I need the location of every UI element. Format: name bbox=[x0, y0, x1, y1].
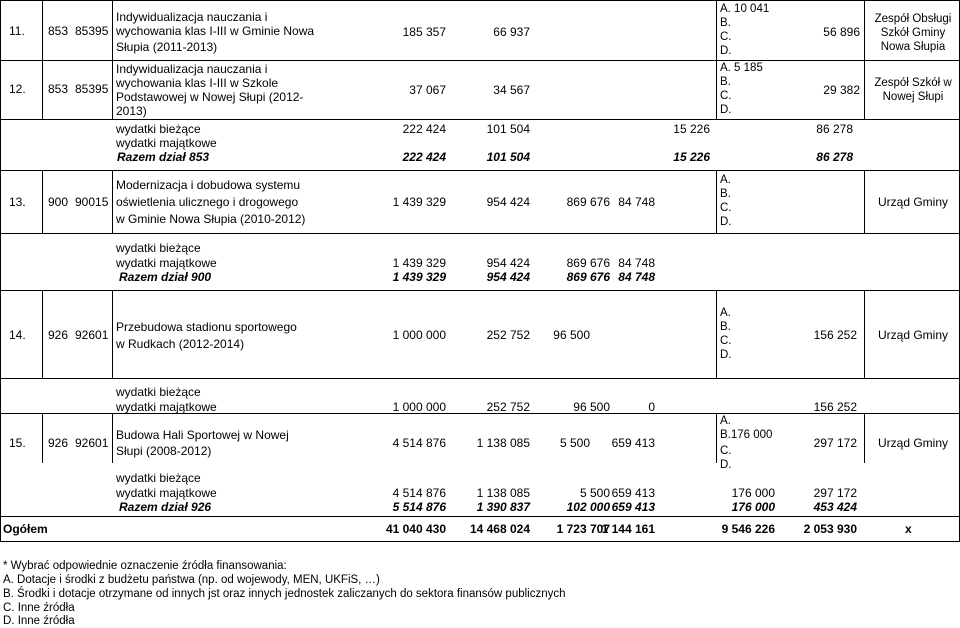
funding-source: A. 5 185 bbox=[720, 62, 763, 74]
funding-source: D. bbox=[720, 349, 732, 361]
cell-value: 659 413 bbox=[611, 500, 655, 514]
funding-source: D. bbox=[720, 45, 732, 57]
cell-value: 659 413 bbox=[611, 436, 655, 450]
funding-source: A. 10 041 bbox=[720, 3, 770, 15]
grand-total-label: Ogółem bbox=[3, 522, 48, 536]
cell-value: 4 514 876 bbox=[392, 436, 446, 450]
footnote-title: * Wybrać odpowiednie oznaczenie źródła finansowania: bbox=[3, 560, 287, 572]
funding-source: C. bbox=[720, 202, 732, 214]
column-divider bbox=[112, 413, 113, 463]
chapter-code: 92601 bbox=[75, 328, 109, 342]
column-divider bbox=[864, 0, 865, 119]
unit-line: Nowa Słupia bbox=[880, 41, 946, 53]
task-name-line: Indywidualizacja nauczania i bbox=[116, 62, 268, 76]
task-name-line: Modernizacja i dobudowa systemu bbox=[116, 178, 301, 192]
capital-expenses-label: wydatki majątkowe bbox=[116, 486, 217, 500]
cell-value: 9 546 226 bbox=[721, 522, 775, 536]
cell-value: 185 357 bbox=[402, 25, 446, 39]
responsible-unit: Urząd Gminy bbox=[877, 328, 948, 342]
cell-value: 56 896 bbox=[823, 25, 860, 39]
section-code: 900 bbox=[48, 195, 69, 209]
funding-source: B. bbox=[720, 17, 731, 29]
cell-value: 5 514 876 bbox=[392, 500, 446, 514]
task-name-line: Podstawowej w Nowej Słupi (2012- bbox=[116, 90, 304, 104]
cell-value: 869 676 bbox=[566, 195, 610, 209]
section-code: 926 bbox=[48, 328, 69, 342]
cell-value: 14 468 024 bbox=[469, 522, 530, 536]
cell-value: 1 144 161 bbox=[601, 522, 655, 536]
footnote-item: D. Inne źródła bbox=[3, 615, 75, 627]
task-name-line: w Gminie Nowa Słupia (2010-2012) bbox=[116, 212, 306, 226]
cell-value: 252 752 bbox=[486, 400, 530, 414]
capital-expenses-label: wydatki majątkowe bbox=[116, 256, 217, 270]
column-divider bbox=[716, 290, 717, 378]
cell-value: 86 278 bbox=[816, 122, 853, 136]
cell-value: 222 424 bbox=[402, 122, 446, 136]
chapter-code: 90015 bbox=[75, 195, 109, 209]
column-divider bbox=[112, 290, 113, 378]
footnote-item: A. Dotacje i środki z budżetu państwa (np. od wojewody, MEN, UKFiS, …) bbox=[3, 574, 380, 586]
cell-value: 1 390 837 bbox=[476, 500, 530, 514]
cell-value: 1 439 329 bbox=[392, 270, 446, 284]
row-number: 11. bbox=[9, 24, 25, 38]
cell-value: 84 748 bbox=[618, 195, 655, 209]
cell-value: 86 278 bbox=[816, 150, 853, 164]
row-number: 14. bbox=[9, 328, 26, 342]
row-divider bbox=[0, 541, 960, 542]
row-divider bbox=[0, 516, 960, 517]
cell-value: 156 252 bbox=[813, 328, 857, 342]
section-total-label: Razem dział 926 bbox=[119, 500, 212, 514]
cell-value: 84 748 bbox=[618, 270, 655, 284]
chapter-code: 85395 bbox=[75, 82, 109, 96]
cell-value: 1 138 085 bbox=[476, 436, 530, 450]
cell-value: 37 067 bbox=[409, 83, 446, 97]
column-divider bbox=[716, 170, 717, 233]
unit-line: Nowej Słupi bbox=[882, 91, 944, 103]
total-mark: x bbox=[905, 522, 912, 536]
funding-source: D. bbox=[720, 459, 732, 471]
cell-value: 15 226 bbox=[673, 150, 710, 164]
cell-value: 84 748 bbox=[618, 256, 655, 270]
cell-value: 156 252 bbox=[813, 400, 857, 414]
task-name-line: Przebudowa stadionu sportowego bbox=[116, 320, 297, 334]
column-divider bbox=[42, 290, 43, 378]
funding-source: B. bbox=[720, 321, 731, 333]
task-name-line: wychowania klas I-III w Gminie Nowa bbox=[116, 24, 315, 38]
funding-source: B. bbox=[720, 188, 731, 200]
column-divider bbox=[0, 0, 1, 541]
column-divider bbox=[42, 170, 43, 233]
row-divider bbox=[0, 119, 960, 120]
task-name-line: Słupia (2011-2013) bbox=[116, 40, 218, 54]
task-name-line: oświetlenia ulicznego i drogowego bbox=[116, 195, 299, 209]
cell-value: 0 bbox=[648, 400, 655, 414]
cell-value: 5 500 bbox=[579, 486, 610, 500]
row-divider bbox=[0, 290, 960, 291]
responsible-unit: Urząd Gminy bbox=[877, 195, 948, 209]
cell-value: 66 937 bbox=[493, 25, 530, 39]
funding-source: C. bbox=[720, 445, 732, 457]
task-name-line: Indywidualizacja nauczania i bbox=[116, 10, 268, 24]
cell-value: 297 172 bbox=[813, 486, 857, 500]
cell-value: 34 567 bbox=[493, 83, 530, 97]
funding-source: A. bbox=[720, 415, 731, 427]
funding-source: B.176 000 bbox=[720, 429, 773, 441]
row-number: 12. bbox=[9, 82, 26, 96]
column-divider bbox=[42, 413, 43, 463]
unit-line: Zespół Szkół w bbox=[874, 77, 952, 89]
row-number: 13. bbox=[9, 195, 26, 209]
capital-expenses-label: wydatki majątkowe bbox=[116, 136, 217, 150]
funding-source: D. bbox=[720, 216, 732, 228]
section-code: 926 bbox=[48, 436, 69, 450]
cell-value: 1 723 707 bbox=[556, 522, 610, 536]
column-divider bbox=[112, 170, 113, 233]
cell-value: 5 500 bbox=[559, 436, 590, 450]
funding-source: A. bbox=[720, 174, 731, 186]
cell-value: 101 504 bbox=[486, 122, 530, 136]
funding-source: C. bbox=[720, 31, 732, 43]
unit-line: Szkół Gminy bbox=[880, 27, 946, 39]
cell-value: 15 226 bbox=[673, 122, 710, 136]
row-divider bbox=[0, 233, 960, 234]
capital-expenses-label: wydatki majątkowe bbox=[116, 400, 217, 414]
footnote-item: C. Inne źródła bbox=[3, 602, 75, 614]
unit-line: Zespół Obsługi bbox=[874, 13, 952, 25]
cell-value: 176 000 bbox=[731, 500, 775, 514]
chapter-code: 92601 bbox=[75, 436, 109, 450]
cell-value: 96 500 bbox=[573, 400, 610, 414]
cell-value: 1 000 000 bbox=[392, 400, 446, 414]
cell-value: 954 424 bbox=[486, 256, 530, 270]
cell-value: 869 676 bbox=[566, 256, 610, 270]
funding-source: D. bbox=[720, 104, 732, 116]
cell-value: 41 040 430 bbox=[385, 522, 446, 536]
cell-value: 1 439 329 bbox=[392, 256, 446, 270]
cell-value: 252 752 bbox=[486, 328, 530, 342]
section-total-label: Razem dział 853 bbox=[117, 150, 210, 164]
cell-value: 954 424 bbox=[486, 195, 530, 209]
cell-value: 102 000 bbox=[566, 500, 610, 514]
footnote-item: B. Środki i dotacje otrzymane od innych jst oraz innych jednostek zaliczanych do sektora finansów publicznych bbox=[3, 588, 566, 600]
row-number: 15. bbox=[9, 436, 26, 450]
current-expenses-label: wydatki bieżące bbox=[116, 241, 201, 255]
cell-value: 4 514 876 bbox=[392, 486, 446, 500]
cell-value: 29 382 bbox=[823, 83, 860, 97]
cell-value: 2 053 930 bbox=[803, 522, 857, 536]
column-divider bbox=[112, 0, 113, 119]
cell-value: 101 504 bbox=[486, 150, 530, 164]
cell-value: 1 138 085 bbox=[476, 486, 530, 500]
row-divider bbox=[0, 378, 960, 379]
cell-value: 869 676 bbox=[566, 270, 610, 284]
section-code: 853 bbox=[48, 82, 69, 96]
task-name-line: 2013) bbox=[116, 104, 147, 118]
task-name-line: Budowa Hali Sportowej w Nowej bbox=[116, 428, 289, 442]
current-expenses-label: wydatki bieżące bbox=[116, 471, 201, 485]
task-name-line: w Rudkach (2012-2014) bbox=[116, 337, 245, 351]
chapter-code: 85395 bbox=[75, 24, 109, 38]
cell-value: 453 424 bbox=[813, 500, 857, 514]
funding-source: C. bbox=[720, 90, 732, 102]
section-total-label: Razem dział 900 bbox=[119, 270, 212, 284]
cell-value: 954 424 bbox=[486, 270, 530, 284]
funding-source: B. bbox=[720, 76, 731, 88]
cell-value: 297 172 bbox=[813, 436, 857, 450]
column-divider bbox=[716, 0, 717, 119]
current-expenses-label: wydatki bieżące bbox=[116, 122, 201, 136]
column-divider bbox=[42, 0, 43, 119]
section-code: 853 bbox=[48, 24, 69, 38]
cell-value: 659 413 bbox=[611, 486, 655, 500]
row-divider bbox=[0, 60, 960, 61]
current-expenses-label: wydatki bieżące bbox=[116, 385, 201, 399]
responsible-unit: Urząd Gminy bbox=[877, 436, 948, 450]
task-name-line: Słupi (2008-2012) bbox=[116, 444, 212, 458]
cell-value: 96 500 bbox=[553, 328, 590, 342]
task-name-line: wychowania klas I-III w Szkole bbox=[116, 76, 279, 90]
column-divider bbox=[716, 413, 717, 463]
cell-value: 1 439 329 bbox=[392, 195, 446, 209]
funding-source: C. bbox=[720, 335, 732, 347]
cell-value: 222 424 bbox=[402, 150, 446, 164]
row-divider bbox=[0, 170, 960, 171]
cell-value: 176 000 bbox=[731, 486, 775, 500]
funding-source: A. bbox=[720, 307, 731, 319]
cell-value: 1 000 000 bbox=[392, 328, 446, 342]
row-divider bbox=[0, 0, 960, 1]
